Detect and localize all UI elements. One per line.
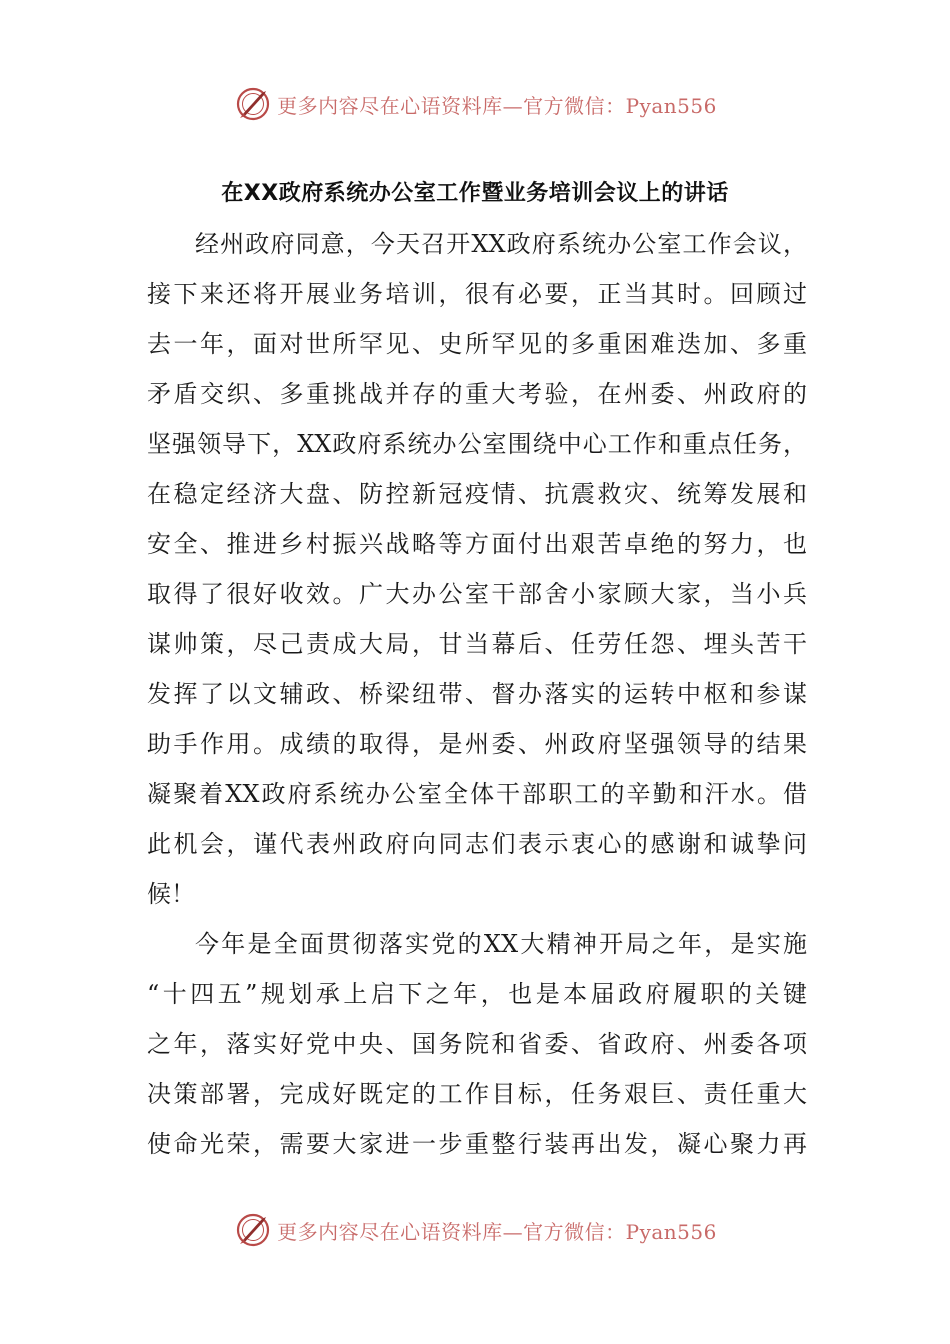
body-line: 在稳定经济大盘、防控新冠疫情、抗震救灾、统筹发展和 bbox=[147, 480, 807, 508]
body-line: 今年是全面贯彻落实党的XX大精神开局之年，是实施 bbox=[195, 930, 807, 958]
document-title: 在XX政府系统办公室工作暨业务培训会议上的讲话 bbox=[221, 181, 729, 206]
speech-body bbox=[147, 219, 807, 1169]
pen-circle-logo-icon bbox=[233, 84, 273, 124]
body-line: 之年，落实好党中央、国务院和省委、省政府、州委各项 bbox=[147, 1030, 807, 1058]
body-line: 取得了很好收效。广大办公室干部舍小家顾大家，当小兵 bbox=[147, 580, 807, 608]
body-line: 使命光荣，需要大家进一步重整行装再出发，凝心聚力再 bbox=[147, 1130, 807, 1158]
footer-banner-text: 更多内容尽在心语资料库—官方微信：Pyan556 bbox=[277, 1219, 717, 1244]
body-line: 去一年，面对世所罕见、史所罕见的多重困难迭加、多重 bbox=[147, 330, 807, 358]
body-line: “十四五”规划承上启下之年，也是本届政府履职的关键 bbox=[147, 980, 807, 1008]
body-line: 助手作用。成绩的取得，是州委、州政府坚强领导的结果 bbox=[147, 730, 807, 758]
body-line: 矛盾交织、多重挑战并存的重大考验，在州委、州政府的 bbox=[147, 380, 807, 408]
pen-circle-logo-icon bbox=[233, 1210, 273, 1250]
body-line: 安全、推进乡村振兴战略等方面付出艰苦卓绝的努力，也 bbox=[147, 530, 807, 558]
body-line: 经州政府同意，今天召开XX政府系统办公室工作会议， bbox=[195, 230, 807, 258]
header-banner-text: 更多内容尽在心语资料库—官方微信：Pyan556 bbox=[277, 93, 717, 118]
body-line: 谋帅策，尽己责成大局，甘当幕后、任劳任怨、埋头苦干 bbox=[147, 630, 807, 658]
header-watermark-banner bbox=[0, 82, 950, 126]
body-line: 此机会，谨代表州政府向同志们表示衷心的感谢和诚挚问 bbox=[147, 830, 807, 858]
footer-watermark-banner bbox=[0, 1208, 950, 1252]
body-line: 候！ bbox=[147, 880, 195, 908]
body-line: 发挥了以文辅政、桥梁纽带、督办落实的运转中枢和参谋 bbox=[147, 680, 807, 708]
body-line: 凝聚着XX政府系统办公室全体干部职工的辛勤和汗水。借 bbox=[147, 780, 807, 808]
body-line: 坚强领导下，XX政府系统办公室围绕中心工作和重点任务， bbox=[147, 430, 807, 458]
body-line: 决策部署，完成好既定的工作目标，任务艰巨、责任重大 bbox=[147, 1080, 807, 1108]
body-line: 接下来还将开展业务培训，很有必要，正当其时。回顾过 bbox=[147, 280, 807, 308]
